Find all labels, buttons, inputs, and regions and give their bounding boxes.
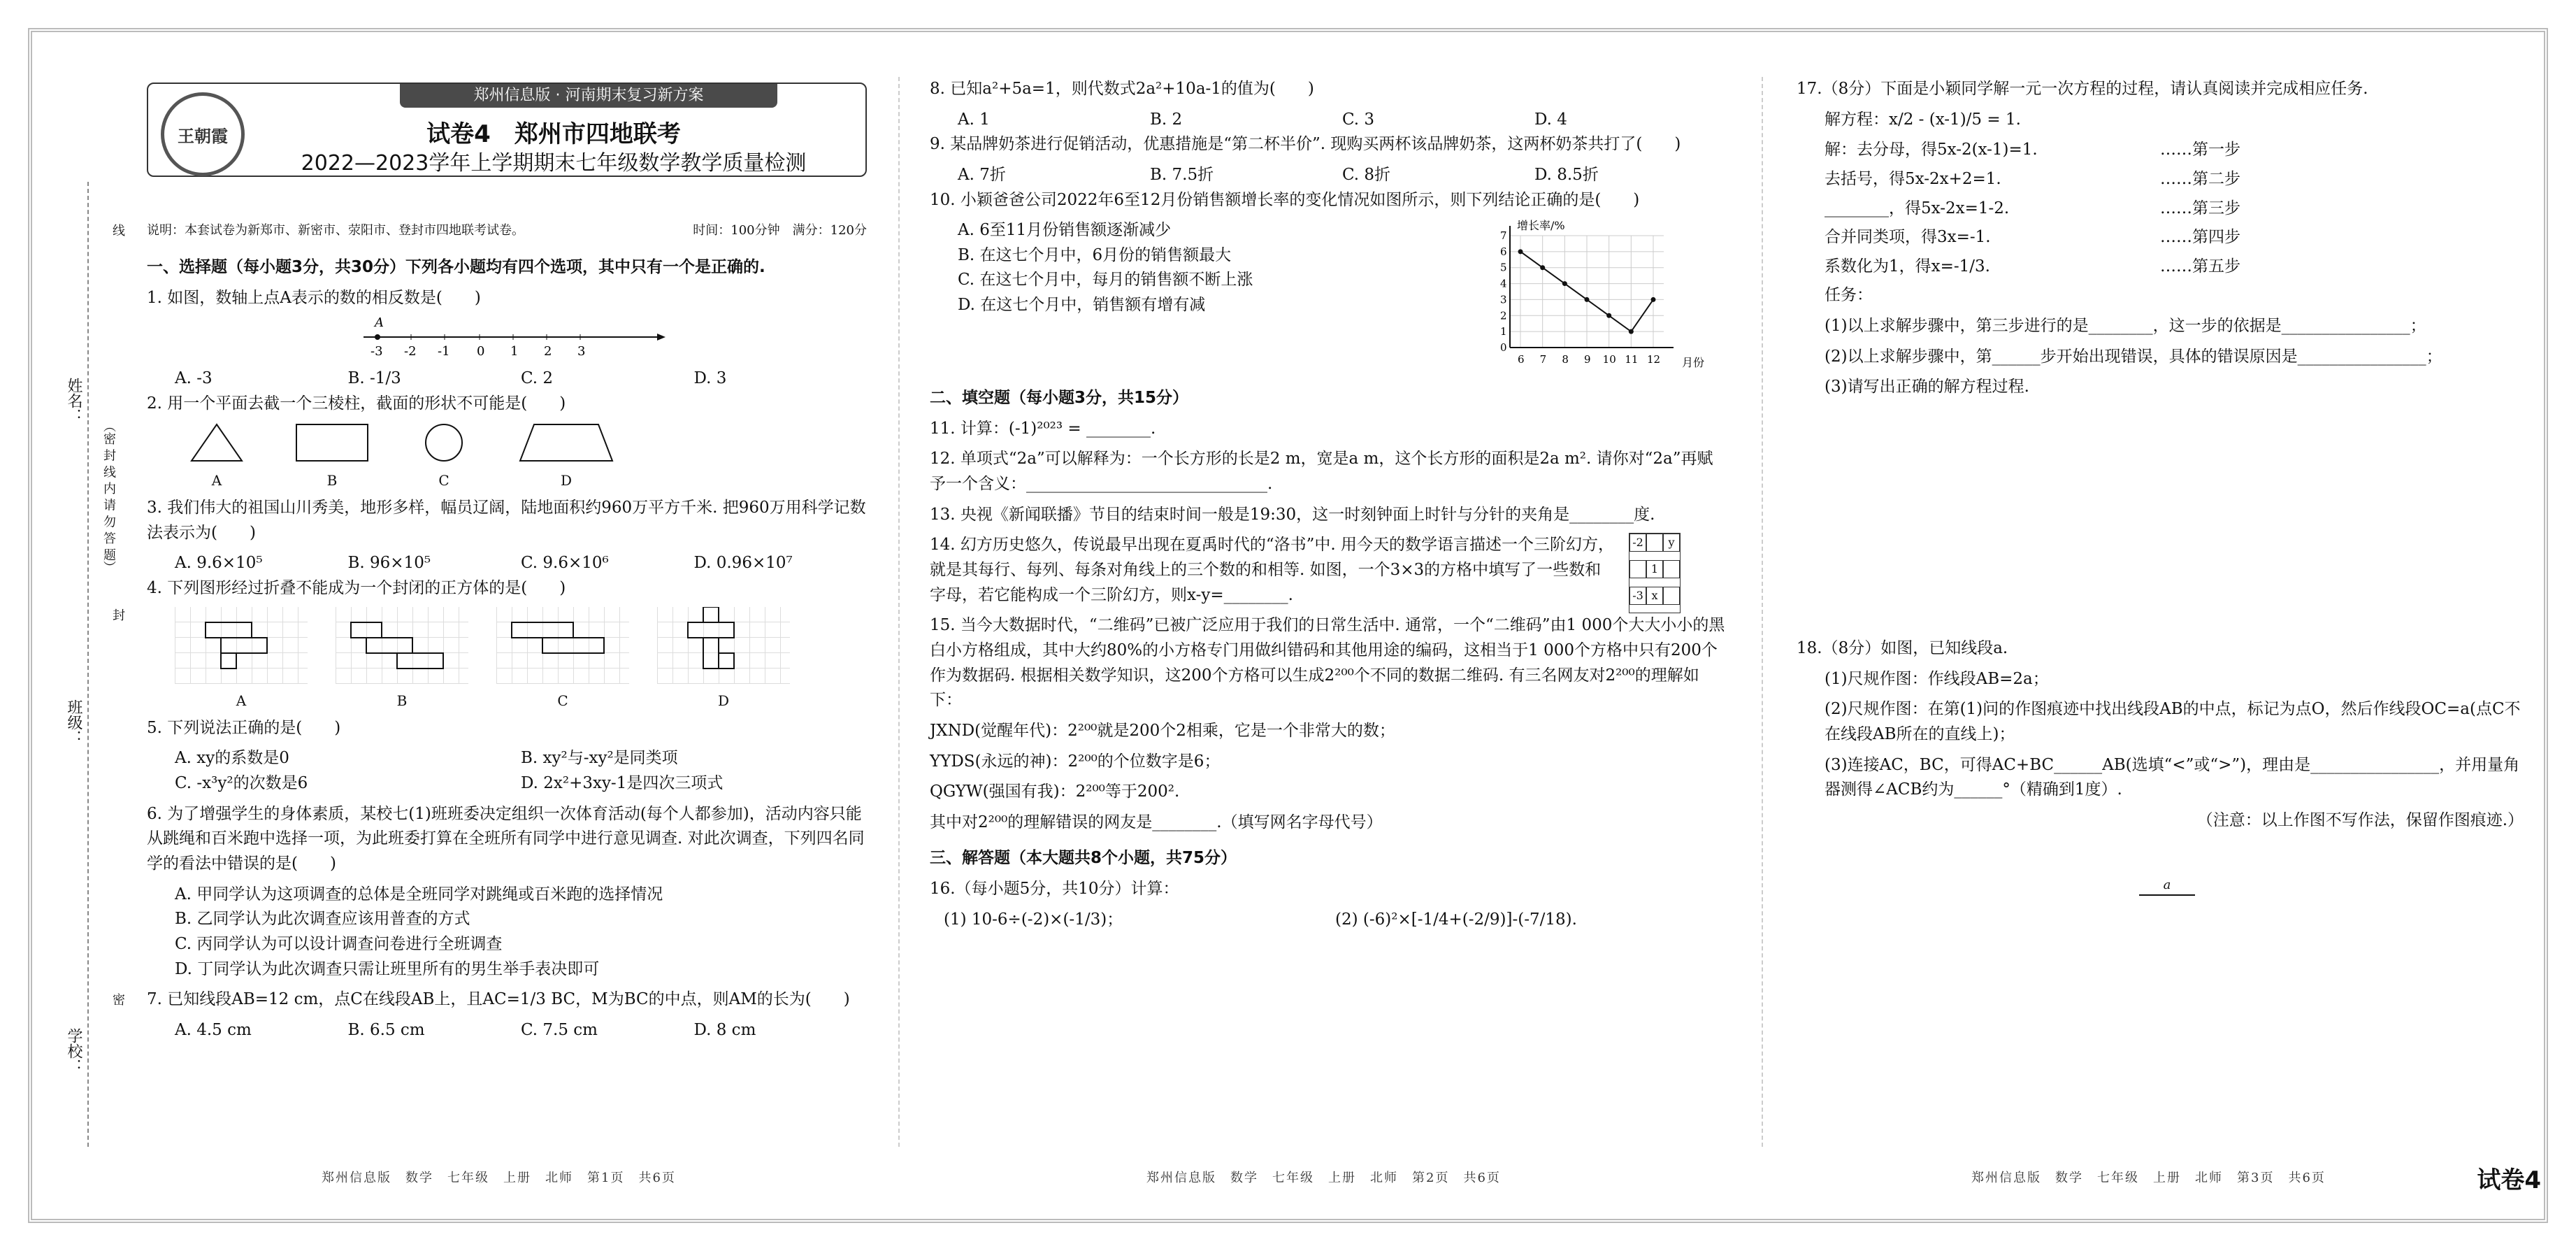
x-tick-label: 8	[1562, 353, 1569, 366]
point-a-label: A	[375, 316, 384, 331]
step-text: 系数化为1，得x=-1/3.	[1825, 257, 1990, 276]
q14-body	[930, 533, 1727, 613]
step-text: ________，得5x-2x=1-2.	[1825, 199, 2010, 217]
edition-tag: 郑州信息版 · 河南期末复习新方案	[400, 84, 777, 108]
data-point	[1629, 329, 1634, 334]
step-label: ……第三步	[2160, 199, 2240, 217]
triangle-shape: A	[189, 422, 245, 492]
data-point	[1518, 250, 1523, 255]
question-16: 16.（每小题5分，共10分）计算：	[930, 880, 1179, 899]
option: A. 7折	[958, 165, 1006, 184]
option: B. 在这七个月中，6月份的销售额最大	[958, 245, 1232, 264]
exam-note	[147, 220, 867, 238]
q18-part-2: (2)尺规作图：在第(1)问的作图痕迹中找出线段AB的中点，标记为点O，然后作线段OC=a(点C不在线段AB所在的直线上)；	[1825, 700, 2521, 743]
tick-label: 2	[544, 344, 552, 359]
data-point	[1606, 313, 1611, 318]
q18-part-3: (3)连接AC，BC，可得AC+BC______AB(选填“<”或“>”)，理由是________________，并用量角器测得∠ACB约为______°（精确到1度）.	[1825, 755, 2520, 799]
option: B. xy²与-xy²是同类项	[521, 749, 678, 768]
option: C. 丙同学认为可以设计调查问卷进行全班调查	[175, 934, 503, 953]
option: A. 4.5 cm	[175, 1020, 252, 1039]
equation: 解方程：x/2 - (x-1)/5 = 1.	[1825, 110, 2021, 129]
growth-rate-chart	[1475, 218, 1713, 379]
data-point	[1540, 265, 1545, 270]
question-10: 10. 小颖爸爸公司2022年6至12月份销售额增长率的变化情况如图所示，则下列结论正确的是( )	[930, 190, 1640, 209]
cube-net: B	[336, 607, 468, 712]
y-tick-label: 0	[1500, 341, 1507, 355]
y-tick-label: 2	[1500, 309, 1507, 322]
seal-line-label: 线	[110, 224, 125, 236]
cube-net: D	[657, 607, 790, 712]
option: D. 8.5折	[1534, 165, 1599, 184]
option: B. 6.5 cm	[347, 1020, 425, 1039]
y-tick-label: 1	[1500, 325, 1507, 338]
option: C. -x³y²的次数是6	[175, 774, 308, 793]
trapezoid-shape: D	[517, 422, 615, 492]
q2-shapes	[147, 422, 867, 492]
data-point	[1562, 281, 1567, 286]
question-3: 3. 我们伟大的祖国山川秀美，地形多样，幅员辽阔，陆地面积约960万平方千米. 把960万用科学记数法表示为( )	[147, 499, 866, 542]
solution-step	[1825, 138, 2524, 163]
rectangle-shape: B	[294, 422, 370, 492]
tick-label: 3	[577, 344, 586, 359]
question-8: 8. 已知a²+5a=1，则代数式2a²+10a-1的值为( )	[930, 80, 1314, 98]
option: C. 7.5 cm	[521, 1020, 598, 1039]
q15-opinion-a: JXND(觉醒年代)：2²⁰⁰就是200个2相乘，它是一个非常大的数；	[930, 721, 1395, 740]
step-text: 合并同类项，得3x=-1.	[1825, 228, 1991, 247]
q18-part-1: (1)尺规作图：作线段AB=2a；	[1825, 669, 2049, 688]
section-1-title: 一、选择题（每小题3分，共30分）下列各小题均有四个选项，其中只有一个是正确的.	[147, 258, 765, 276]
q16-parts	[930, 908, 1727, 933]
step-text: 去括号，得5x-2x+2=1.	[1825, 169, 2001, 188]
question-2: 2. 用一个平面去截一个三棱柱，截面的形状不可能是( )	[147, 394, 566, 413]
circle-shape: C	[419, 422, 468, 492]
option: C. 在这七个月中，每月的销售额不断上涨	[958, 271, 1253, 289]
data-point	[1651, 297, 1656, 302]
q10-body	[930, 218, 1727, 379]
q16-part-1: (1) 10-6÷(-2)×(-1/3)；	[944, 910, 1123, 929]
note-text: 说明：本套试卷为新郑市、新密市、荥阳市、登封市四地联考试卷。	[147, 223, 524, 238]
seal-feng-label: 封	[110, 608, 125, 621]
q10-options	[930, 218, 1475, 379]
magic-square: -2 y 1 -3 x	[1629, 533, 1681, 613]
class-label: 班级：	[65, 699, 82, 745]
option: D. 8 cm	[693, 1020, 756, 1039]
option: B. 7.5折	[1150, 165, 1214, 184]
q6-options	[147, 882, 867, 982]
option: C. 8折	[1342, 165, 1391, 184]
column-divider	[898, 77, 900, 1147]
answer-space	[1797, 406, 2524, 636]
paper-subtitle: 2022—2023学年上学期期末七年级数学教学质量检测	[301, 151, 807, 176]
q16-part-2: (2) (-6)²×[-1/4+(-2/9)]-(-7/18).	[1335, 910, 1577, 929]
solution-step	[1825, 196, 2524, 222]
option: B. 2	[1150, 110, 1183, 129]
logo-seal: 王朝霞	[161, 92, 245, 176]
option: D. 丁同学认为此次调查只需让班里所有的男生举手表决即可	[175, 959, 600, 978]
step-text: 解：去分母，得5x-2(x-1)=1.	[1825, 141, 2038, 159]
page-footer-1: 郑州信息版 数学 七年级 上册 北师 第1页 共6页	[322, 1171, 676, 1185]
question-1: 1. 如图，数轴上点A表示的数的相反数是( )	[147, 288, 481, 307]
option: C. 9.6×10⁶	[521, 554, 609, 573]
y-tick-label: 7	[1500, 229, 1507, 243]
option: A. 9.6×10⁵	[175, 554, 263, 573]
x-tick-label: 6	[1518, 353, 1525, 366]
option: B. 乙同学认为此次调查应该用普查的方式	[175, 910, 470, 929]
cube-net: C	[496, 607, 629, 712]
step-label: ……第一步	[2160, 141, 2240, 159]
question-6: 6. 为了增强学生的身体素质，某校七(1)班班委决定组织一次体育活动(每个人都参加)，活动内容只能从跳绳和百米跑中选择一项，为此班委打算在全班所有同学中进行意见调查. 对此次调查，下列四名同学的看法中错误的是( )	[147, 804, 865, 873]
step-label: ……第五步	[2160, 257, 2240, 276]
tick-label: -3	[370, 344, 383, 359]
y-tick-label: 3	[1500, 293, 1507, 306]
y-tick-label: 4	[1500, 277, 1507, 290]
option: D. 2x²+3xy-1是四次三项式	[521, 774, 724, 793]
data-point	[1585, 297, 1590, 302]
q4-nets	[147, 607, 867, 712]
question-7: 7. 已知线段AB=12 cm，点C在线段AB上，且AC=1/3 BC，M为BC的中点，则AM的长为( )	[147, 990, 850, 1009]
question-13: 13. 央视《新闻联播》节目的结束时间一般是19:30，这一时刻钟面上时针与分针的夹角是________度.	[930, 505, 1655, 524]
q8-options	[930, 108, 1727, 133]
option: C. 2	[521, 369, 554, 387]
q15-opinion-b: YYDS(永远的神)：2²⁰⁰的个位数字是6；	[930, 752, 1221, 771]
solution-steps	[1797, 138, 2524, 279]
y-tick-label: 6	[1500, 245, 1507, 259]
tick-label: 0	[477, 344, 485, 359]
seal-mi-label: 密	[110, 993, 125, 1006]
task-3: (3)请写出正确的解方程过程.	[1825, 378, 2029, 396]
solution-step	[1825, 225, 2524, 250]
tick-label: 1	[510, 344, 519, 359]
solution-step	[1825, 255, 2524, 280]
name-label: 姓名：	[65, 378, 82, 424]
step-label: ……第四步	[2160, 228, 2240, 247]
cube-net: A	[175, 607, 308, 712]
q7-options	[147, 1018, 867, 1043]
paper-title: 试卷4 郑州市四地联考	[426, 120, 681, 148]
q5-options	[147, 746, 867, 796]
option: D. 4	[1534, 110, 1567, 129]
q15-opinion-c: QGYW(强国有我)：2²⁰⁰等于200².	[930, 782, 1180, 801]
question-17: 17.（8分）下面是小颖同学解一元一次方程的过程，请认真阅读并完成相应任务.	[1797, 80, 2368, 98]
task-label: 任务：	[1825, 286, 1873, 305]
question-18: 18.（8分）如图，已知线段a.	[1797, 639, 2008, 658]
question-15: 15. 当今大数据时代，“二维码”已被广泛应用于我们的日常生活中. 通常，一个“二维码”由1 000个大大小小的黑白小方格组成，其中大约80%的小方格专门用做纠错码和其他用途的编码，这相当于1 000个方格中只有200个作为数据码. 根据相关数学知识，这200个方格可以生成2²⁰⁰个不同的数据二维码. 有三名网友对2²⁰⁰的理解如下：	[930, 616, 1725, 710]
page-footer-2: 郑州信息版 数学 七年级 上册 北师 第2页 共6页	[1146, 1171, 1501, 1185]
option: C. 3	[1342, 110, 1375, 129]
x-tick-label: 9	[1584, 353, 1591, 366]
tick-label: -1	[438, 344, 450, 359]
x-tick-label: 7	[1539, 353, 1547, 366]
option: D. 0.96×10⁷	[693, 554, 793, 573]
column-3	[1797, 77, 2524, 900]
x-tick-label: 11	[1625, 353, 1639, 366]
question-9: 9. 某品牌奶茶进行促销活动，优惠措施是“第二杯半价”. 现购买两杯该品牌奶茶，这两杯奶茶共打了( )	[930, 135, 1681, 154]
q1-options	[147, 366, 867, 392]
column-2	[930, 77, 1727, 932]
number-line	[350, 316, 699, 358]
option: A. 1	[958, 110, 990, 129]
question-12: 12. 单项式“2a”可以解释为：一个长方形的长是2 m，宽是a m，这个长方形的面积是2a m². 请你对“2a”再赋予一个含义：______________________________.	[930, 450, 1713, 494]
y-axis-label: 增长率/%	[1517, 219, 1565, 233]
question-11: 11. 计算：(-1)²⁰²³ = ________.	[930, 419, 1156, 438]
option: A. xy的系数是0	[175, 749, 289, 768]
section-3-title: 三、解答题（本大题共8个小题，共75分）	[930, 849, 1237, 868]
segment-a	[2139, 875, 2195, 901]
column-divider	[1762, 77, 1763, 1147]
option: A. 甲同学认为这项调查的总体是全班同学对跳绳或百米跑的选择情况	[175, 885, 663, 903]
q15-question: 其中对2²⁰⁰的理解错误的网友是________.（填写网名字母代号）	[930, 813, 1383, 831]
header-banner	[147, 83, 867, 177]
time-score: 时间：100分钟 满分：120分	[693, 223, 867, 238]
x-tick-label: 10	[1602, 353, 1616, 366]
solution-step	[1825, 167, 2524, 192]
x-axis-label: 月份	[1682, 356, 1705, 370]
q18-note: （注意：以上作图不写作法，保留作图痕迹.）	[2196, 810, 2524, 829]
paper-number: 试卷4	[2477, 1166, 2541, 1194]
question-4: 4. 下列图形经过折叠不能成为一个封闭的正方体的是( )	[147, 579, 566, 598]
option: D. 在这七个月中，销售额有增有减	[958, 296, 1206, 315]
seal-dashed-line	[87, 182, 89, 1147]
page-footer-3: 郑州信息版 数学 七年级 上册 北师 第3页 共6页	[1971, 1171, 2326, 1185]
column-1	[147, 255, 867, 1043]
option: D. 3	[693, 369, 727, 387]
task-2: (2)以上求解步骤中，第______步开始出现错误，具体的错误原因是________________；	[1825, 347, 2442, 366]
seal-note: （密 封 线 内 请 勿 答 题）	[101, 420, 116, 574]
option: B. -1/3	[347, 369, 401, 387]
q3-options	[147, 551, 867, 576]
option: A. -3	[175, 369, 213, 387]
q9-options	[930, 163, 1727, 188]
question-5: 5. 下列说法正确的是( )	[147, 718, 341, 737]
question-14: 14. 幻方历史悠久，传说最早出现在夏禹时代的“洛书”中. 用今天的数学语言描述一个三阶幻方，就是其每行、每列、每条对角线上的三个数的和相等. 如图，一个3×3的方格中填写了一些数和字母，若它能构成一个三阶幻方，则x-y=________.	[930, 536, 1615, 604]
segment-label: a	[2163, 877, 2171, 892]
x-tick-label: 12	[1647, 353, 1661, 366]
section-2-title: 二、填空题（每小题3分，共15分）	[930, 389, 1189, 408]
y-tick-label: 5	[1500, 261, 1507, 274]
school-label: 学校：	[65, 1028, 82, 1074]
task-1: (1)以上求解步骤中，第三步进行的是________，这一步的依据是________________；	[1825, 317, 2426, 336]
tick-label: -2	[404, 344, 417, 359]
option: B. 96×10⁵	[347, 554, 431, 573]
step-label: ……第二步	[2160, 169, 2240, 188]
option: A. 6至11月份销售额逐渐减少	[958, 221, 1172, 240]
